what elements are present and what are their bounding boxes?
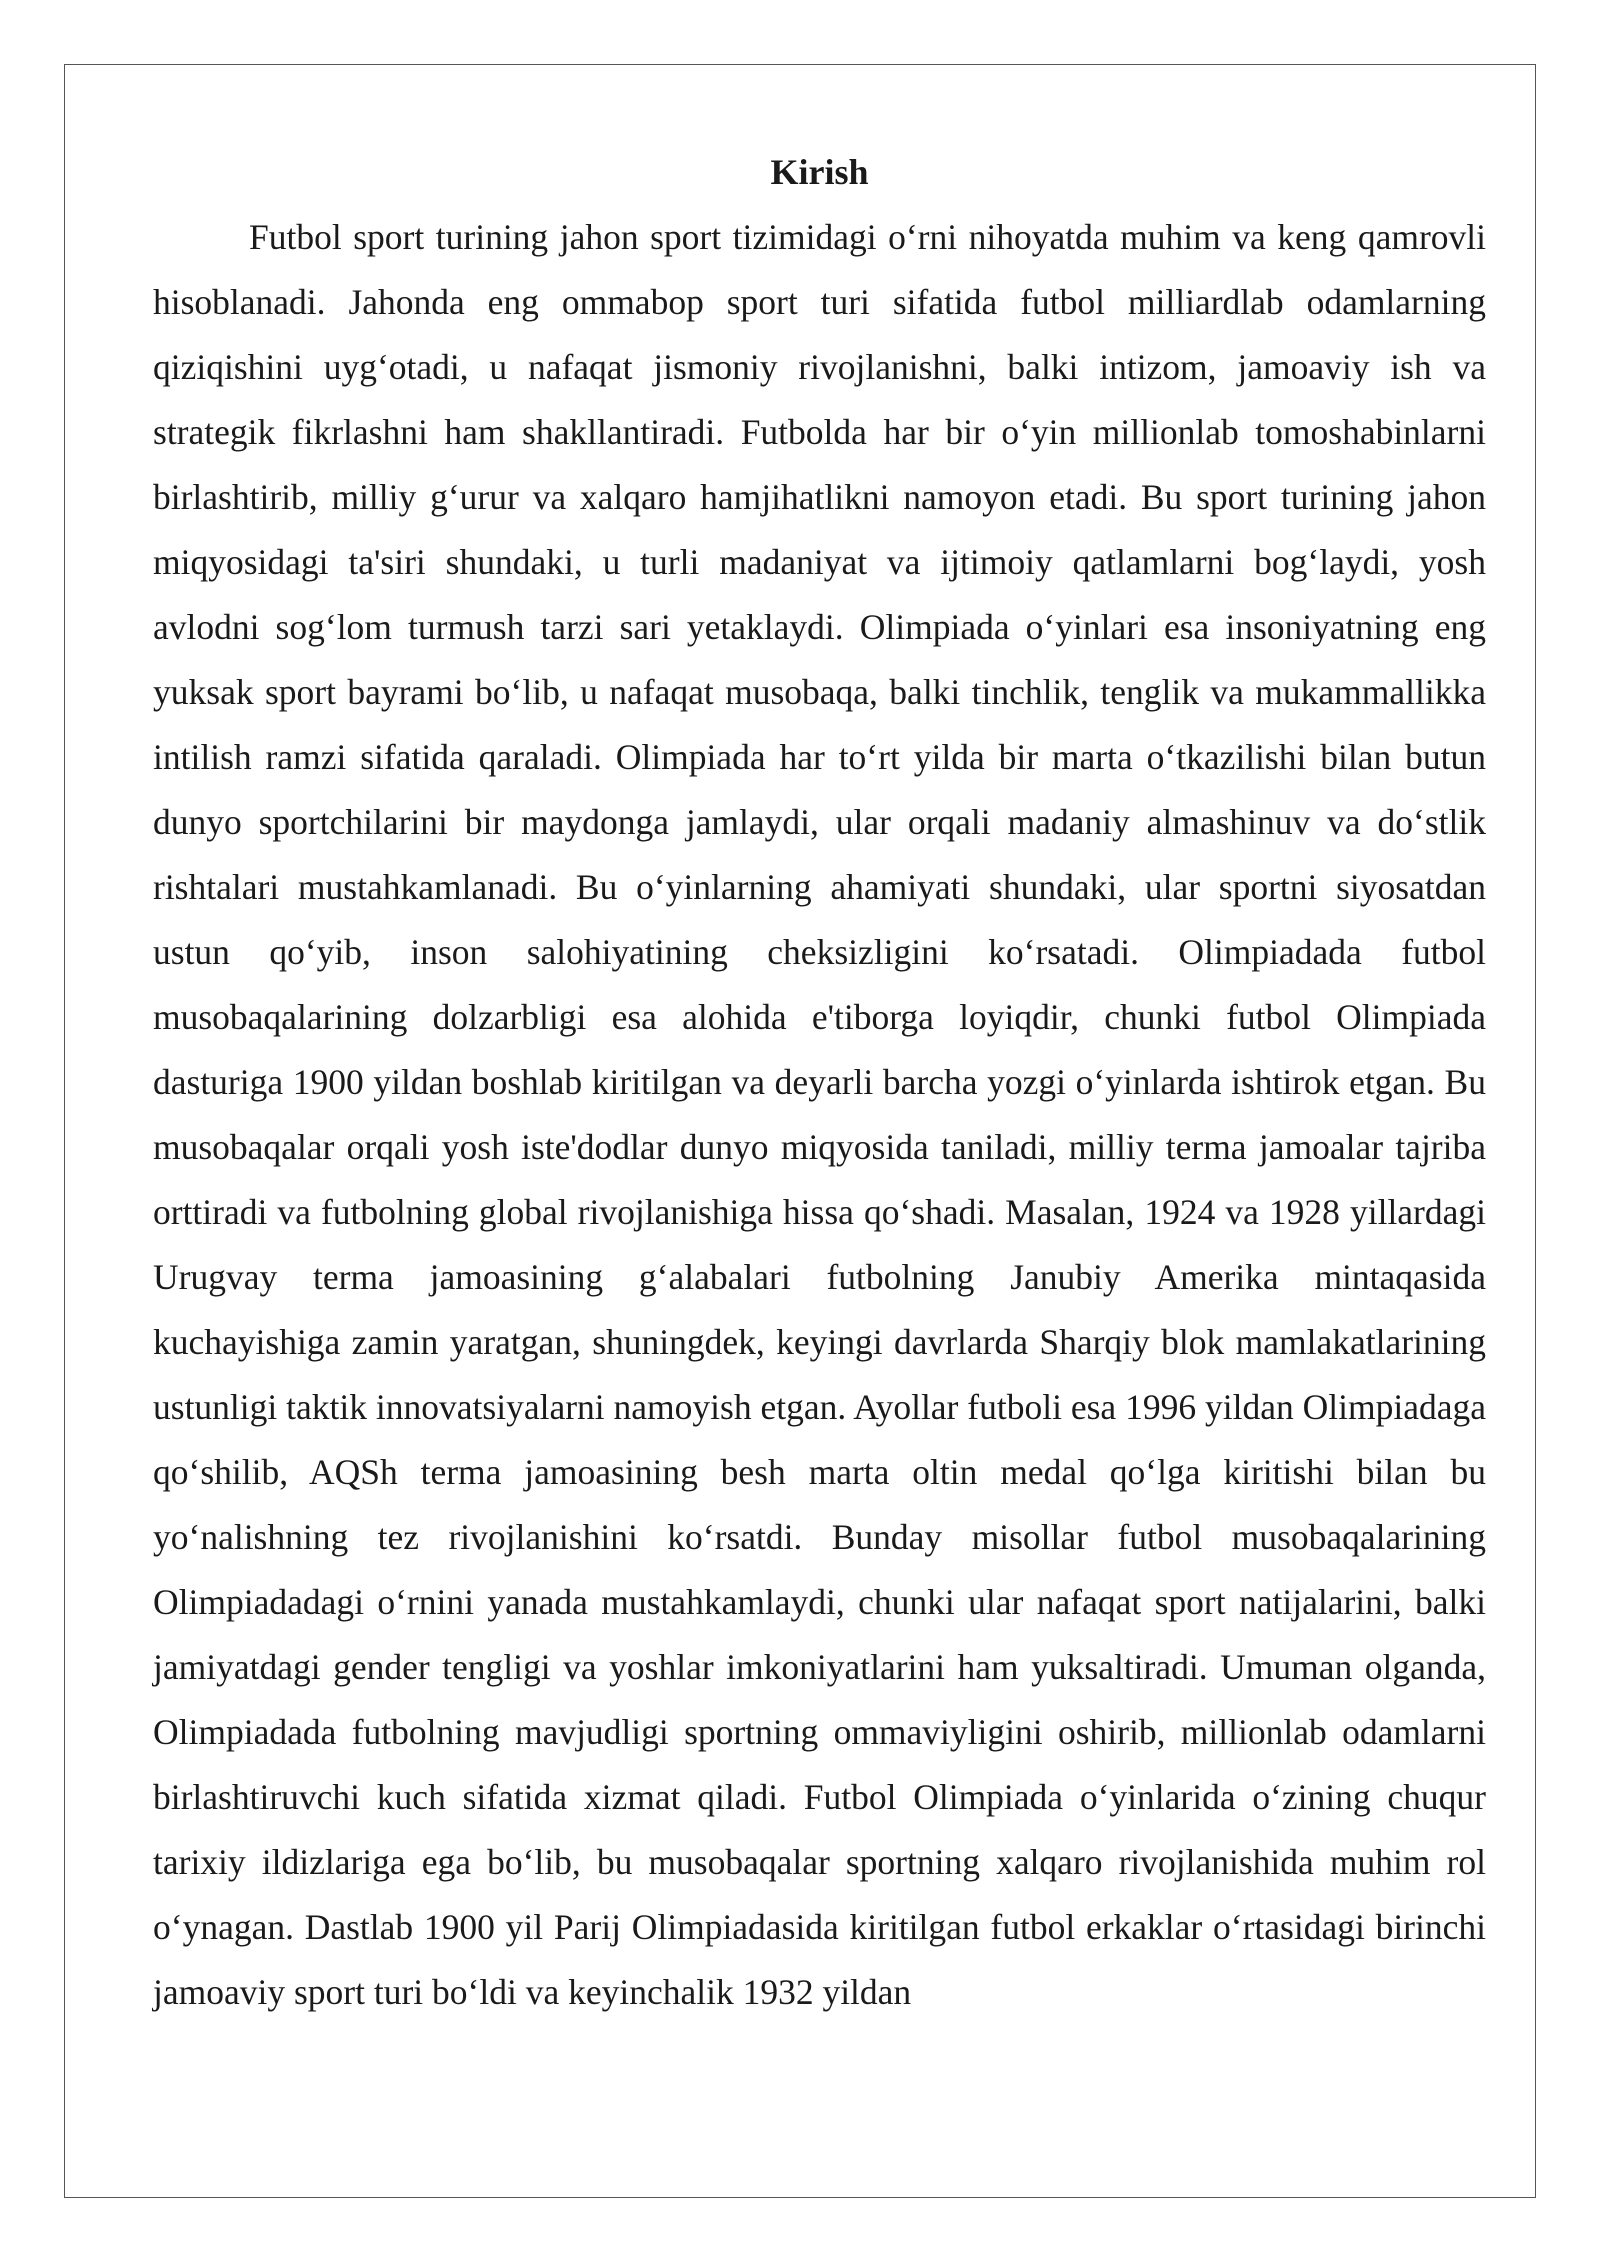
document-body	[153, 140, 1486, 2025]
document-title: Kirish	[770, 152, 869, 192]
body-paragraph: Futbol sport turining jahon sport tizimidagi o‘rni nihoyatda muhim va keng qamrovli hisoblanadi. Jahonda eng ommabop sport turi sifatida futbol milliardlab odamlarning qiziqishini uyg‘otadi, u nafaqat jismoniy rivojlanishni, balki intizom, jamoaviy ish va strategik fikrlashni ham shakllantiradi. Futbolda har bir o‘yin millionlab tomoshabinlarni birlashtirib, milliy g‘urur va xalqaro hamjihatlikni namoyon etadi. Bu sport turining jahon miqyosidagi ta'siri shundaki, u turli madaniyat va ijtimoiy qatlamlarni bog‘laydi, yosh avlodni sog‘lom turmush tarzi sari yetaklaydi. Olimpiada o‘yinlari esa insoniyatning eng yuksak sport bayrami bo‘lib, u nafaqat musobaqa, balki tinchlik, tenglik va mukammallikka intilish ramzi sifatida qaraladi. Olimpiada har to‘rt yilda bir marta o‘tkazilishi bilan butun dunyo sportchilarini bir maydonga jamlaydi, ular orqali madaniy almashinuv va do‘stlik rishtalari mustahkamlanadi. Bu o‘yinlarning ahamiyati shundaki, ular sportni siyosatdan ustun qo‘yib, inson salohiyatining cheksizligini ko‘rsatadi. Olimpiadada futbol musobaqalarining dolzarbligi esa alohida e'tiborga loyiqdir, chunki futbol Olimpiada dasturiga 1900 yildan boshlab kiritilgan va deyarli barcha yozgi o‘yinlarda ishtirok etgan. Bu musobaqalar orqali yosh iste'dodlar dunyo miqyosida taniladi, milliy terma jamoalar tajriba orttiradi va futbolning global rivojlanishiga hissa qo‘shadi. Masalan, 1924 va 1928 yillardagi Urugvay terma jamoasining g‘alabalari futbolning Janubiy Amerika mintaqasida kuchayishiga zamin yaratgan, shuningdek, keyingi davrlarda Sharqiy blok mamlakatlarining ustunligi taktik innovatsiyalarni namoyish etgan. Ayollar futboli esa 1996 yildan Olimpiadaga qo‘shilib, AQSh terma jamoasining besh marta oltin medal qo‘lga kiritishi bilan bu yo‘nalishning tez rivojlanishini ko‘rsatdi. Bunday misollar futbol musobaqalarining Olimpiadadagi o‘rnini yanada mustahkamlaydi, chunki ular nafaqat sport natijalarini, balki jamiyatdagi gender tengligi va yoshlar imkoniyatlarini ham yuksaltiradi. Umuman olganda, Olimpiadada futbolning mavjudligi sportning ommaviyligini oshirib, millionlab odamlarni birlashtiruvchi kuch sifatida xizmat qiladi. Futbol Olimpiada o‘yinlarida o‘zining chuqur tarixiy ildizlariga ega bo‘lib, bu musobaqalar sportning xalqaro rivojlanishida muhim rol o‘ynagan. Dastlab 1900 yil Parij Olimpiadasida kiritilgan futbol erkaklar o‘rtasidagi birinchi jamoaviy sport turi bo‘ldi va keyinchalik 1932 yildan	[153, 217, 1486, 2012]
